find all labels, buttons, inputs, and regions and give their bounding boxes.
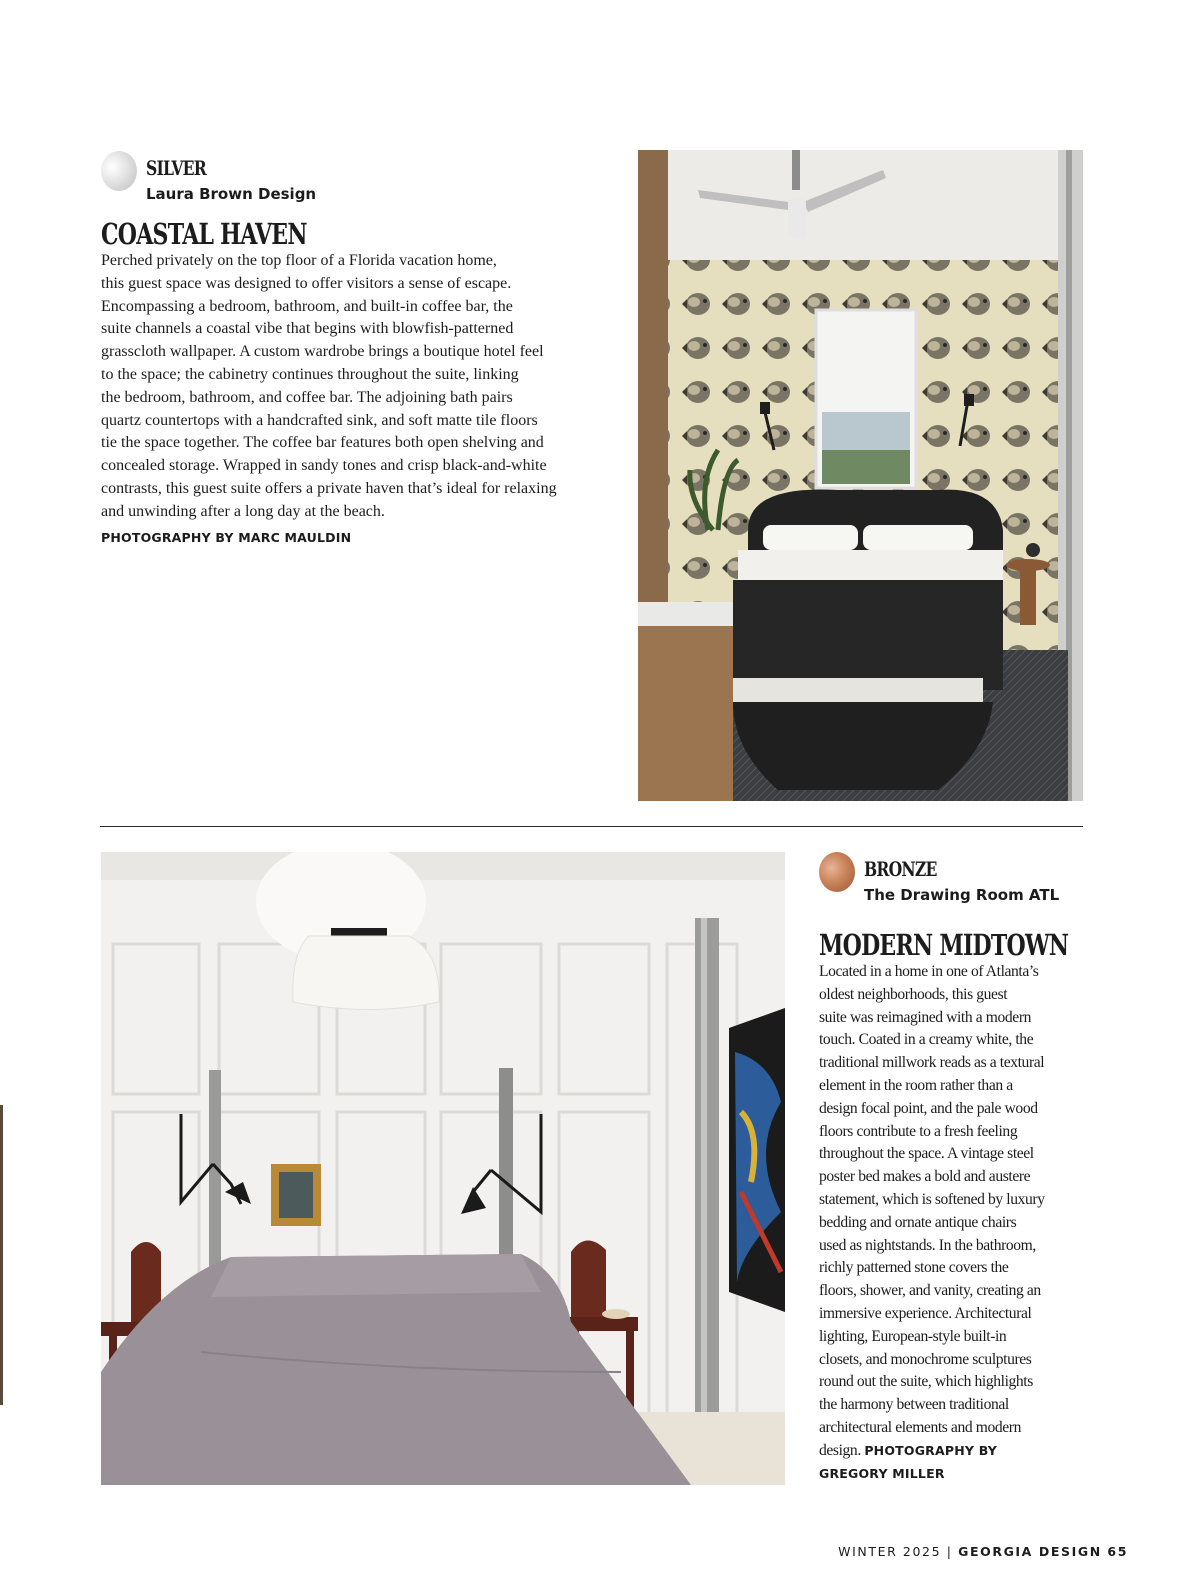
body-line: floors contribute to a fresh feeling	[819, 1122, 1018, 1140]
body-line: Perched privately on the top floor of a Florida vacation home,	[101, 252, 497, 269]
body-line: touch. Coated in a creamy white, the	[819, 1031, 1034, 1049]
body-line: throughout the space. A vintage steel	[819, 1145, 1034, 1163]
silver-photo-credit: PHOTOGRAPHY BY MARC MAULDIN	[101, 529, 352, 545]
bedroom-photo-icon	[638, 150, 1083, 801]
silver-bedroom-photo	[638, 150, 1083, 801]
body-line: bedding and ornate antique chairs	[819, 1213, 1017, 1231]
bronze-photo-credit-part1: PHOTOGRAPHY BY	[864, 1442, 997, 1458]
bronze-studio-name: The Drawing Room ATL	[864, 886, 1060, 904]
body-line: design focal point, and the pale wood	[819, 1099, 1038, 1117]
body-last-text: design.	[819, 1441, 861, 1459]
bronze-body-text	[819, 961, 1109, 1485]
body-line-last	[819, 1440, 1109, 1463]
body-line: quartz countertops with a handcrafted sink, and soft matte tile floors	[101, 411, 538, 429]
body-line: Encompassing a bedroom, bathroom, and built-in coffee bar, the	[101, 297, 513, 315]
body-line: tie the space together. The coffee bar features both open shelving and	[101, 434, 544, 452]
body-line: the bedroom, bathroom, and coffee bar. The adjoining bath pairs	[101, 388, 513, 406]
body-line: poster bed makes a bold and austere	[819, 1168, 1031, 1186]
body-line: suite channels a coastal vibe that begins with blowfish-patterned	[101, 320, 514, 338]
body-line: used as nightstands. In the bathroom,	[819, 1236, 1036, 1254]
body-line: and unwinding after a long day at the beach.	[101, 502, 385, 520]
body-line: this guest space was designed to offer visitors a sense of escape.	[101, 274, 512, 292]
body-line: round out the suite, which highlights	[819, 1373, 1033, 1391]
page-folio	[838, 1544, 1128, 1559]
bronze-project-title: MODERN MIDTOWN	[819, 928, 1069, 962]
body-line: floors, shower, and vanity, creating an	[819, 1282, 1041, 1300]
body-line: the harmony between traditional	[819, 1396, 1009, 1414]
bronze-photo-credit-part2: GREGORY MILLER	[819, 1465, 945, 1481]
silver-medal-icon	[101, 151, 137, 191]
body-line: to the space; the cabinetry continues throughout the suite, linking	[101, 365, 519, 383]
silver-project-title: COASTAL HAVEN	[101, 217, 307, 251]
body-line: lighting, European-style built-in	[819, 1327, 1007, 1345]
folio-magazine: GEORGIA DESIGN	[958, 1544, 1102, 1559]
body-line: element in the room rather than a	[819, 1076, 1013, 1094]
bedroom-photo-icon	[101, 852, 785, 1485]
body-line: closets, and monochrome sculptures	[819, 1350, 1032, 1368]
folio-separator: |	[946, 1544, 953, 1559]
silver-studio-name: Laura Brown Design	[146, 185, 317, 203]
page-edge-strip	[0, 1105, 3, 1405]
body-line: grasscloth wallpaper. A custom wardrobe brings a boutique hotel feel	[101, 343, 544, 361]
body-line: statement, which is softened by luxury	[819, 1190, 1045, 1208]
silver-body-text	[101, 250, 621, 549]
bronze-medal-icon	[819, 852, 855, 892]
body-line: traditional millwork reads as a textural	[819, 1054, 1045, 1072]
bronze-bedroom-photo	[101, 852, 785, 1485]
bronze-award-label: BRONZE	[864, 857, 937, 881]
folio-page-number: 65	[1107, 1544, 1128, 1559]
body-line: architectural elements and modern	[819, 1418, 1021, 1436]
body-line: immersive experience. Architectural	[819, 1304, 1032, 1322]
folio-issue: WINTER 2025	[838, 1544, 942, 1559]
body-line: Located in a home in one of Atlanta’s	[819, 963, 1039, 980]
body-line: concealed storage. Wrapped in sandy tones and crisp black-and-white	[101, 457, 547, 475]
silver-award-label: SILVER	[146, 156, 206, 180]
section-divider	[100, 826, 1083, 827]
body-line: suite was reimagined with a modern	[819, 1008, 1032, 1026]
body-line: contrasts, this guest suite offers a private haven that’s ideal for relaxing	[101, 479, 557, 497]
body-line: oldest neighborhoods, this guest	[819, 985, 1008, 1003]
body-line: richly patterned stone covers the	[819, 1259, 1009, 1277]
